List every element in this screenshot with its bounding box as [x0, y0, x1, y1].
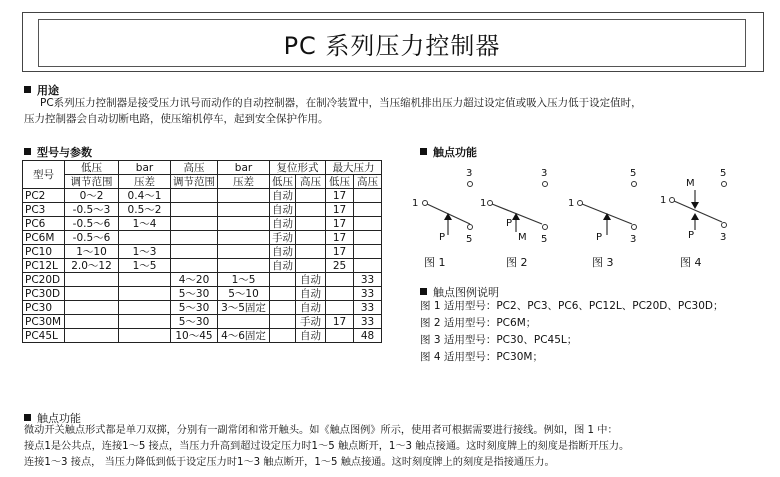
terminal-3-label: 3 — [541, 168, 548, 179]
page-title: PC 系列压力控制器 — [38, 19, 746, 67]
table-cell: 5～30 — [171, 287, 218, 301]
table-cell: 3～5固定 — [218, 301, 270, 315]
header-high-unit: bar — [218, 161, 270, 175]
square-bullet-icon — [24, 414, 31, 421]
table-cell — [296, 245, 326, 259]
table-row — [23, 287, 382, 301]
table-cell: PC10 — [23, 245, 65, 259]
usage-heading-label: 用途 — [37, 84, 59, 97]
table-cell: PC6 — [23, 217, 65, 231]
table-row — [23, 315, 382, 329]
terminal-1-dot — [578, 201, 583, 206]
table-cell: 自动 — [296, 301, 326, 315]
square-bullet-icon — [24, 148, 31, 155]
table-cell: 自动 — [296, 273, 326, 287]
table-cell: 1～5 — [119, 259, 171, 273]
table-cell: 4～6固定 — [218, 329, 270, 343]
table-row — [23, 189, 382, 203]
square-bullet-icon — [420, 148, 427, 155]
table-cell — [218, 217, 270, 231]
table-cell: 0～2 — [65, 189, 119, 203]
contact-desc-line-3: 连接1～3 接点， 当压力降低到低于设定压力时1～3 触点断开，1～5 触点接通。这时刻度牌上的刻度是指接通压力。 — [24, 457, 555, 468]
terminal-3-dot — [722, 223, 727, 228]
table-cell: 17 — [326, 203, 354, 217]
square-bullet-icon — [24, 86, 31, 93]
header-low-pressure: 低压 — [65, 161, 119, 175]
contact-desc-line-1: 微动开关触点形式都是单刀双掷，分别有一副常闭和常开触头。如《触点图例》所示，使用者可根据需要进行接线。例如，图 1 中： — [24, 425, 618, 436]
table-cell: 17 — [326, 315, 354, 329]
table-cell: PC20D — [23, 273, 65, 287]
manual-label: M — [686, 178, 695, 189]
table-cell — [65, 329, 119, 343]
table-cell — [354, 217, 382, 231]
arrow-up-icon — [691, 213, 699, 220]
table-cell — [119, 301, 171, 315]
table-cell: 自动 — [270, 203, 296, 217]
subheader-low-range: 调节范围 — [65, 175, 119, 189]
terminal-1-label: 1 — [412, 198, 419, 209]
terminal-1-dot — [488, 201, 493, 206]
contact-figure-1 — [412, 168, 473, 245]
subheader-high-range: 调节范围 — [171, 175, 218, 189]
table-cell: PC30D — [23, 287, 65, 301]
terminal-3-label: 3 — [466, 168, 473, 179]
table-row — [23, 245, 382, 259]
table-cell: 4～20 — [171, 273, 218, 287]
table-cell — [218, 315, 270, 329]
table-cell: PC12L — [23, 259, 65, 273]
terminal-5-dot — [543, 225, 548, 230]
table-cell: -0.5～6 — [65, 217, 119, 231]
table-cell — [326, 273, 354, 287]
table-row — [23, 273, 382, 287]
terminal-3-dot — [468, 182, 473, 187]
table-cell: 0.4～1 — [119, 189, 171, 203]
table-cell: 自动 — [296, 329, 326, 343]
arrow-up-icon — [512, 213, 520, 220]
terminal-5-label: 5 — [541, 234, 548, 245]
table-cell — [171, 217, 218, 231]
legend-item: 图 3 适用型号：PC30、PC45L； — [420, 334, 578, 346]
terminal-5-label: 5 — [466, 234, 473, 245]
table-cell: 33 — [354, 287, 382, 301]
subheader-low-diff: 压差 — [119, 175, 171, 189]
figure-1-caption: 图 1 — [424, 256, 446, 269]
table-cell — [119, 287, 171, 301]
header-high-pressure: 高压 — [171, 161, 218, 175]
table-cell: PC30 — [23, 301, 65, 315]
table-cell — [296, 259, 326, 273]
table-cell: 33 — [354, 273, 382, 287]
contact-figure-2 — [480, 168, 548, 245]
figure-3-caption: 图 3 — [592, 256, 614, 269]
table-cell — [218, 203, 270, 217]
model-params-heading-label: 型号与参数 — [37, 146, 92, 159]
contact-figure-4 — [660, 168, 727, 243]
table-row — [23, 203, 382, 217]
table-cell: 0.5～2 — [119, 203, 171, 217]
table-cell: 自动 — [270, 259, 296, 273]
table-cell — [354, 245, 382, 259]
table-cell — [270, 287, 296, 301]
table-cell: 17 — [326, 189, 354, 203]
subheader-max-low: 低压 — [326, 175, 354, 189]
table-cell — [354, 259, 382, 273]
contact-figure-3 — [568, 168, 637, 245]
contact-function-heading-label: 触点功能 — [433, 146, 477, 159]
terminal-1-label: 1 — [480, 198, 487, 209]
usage-line-2: 压力控制器会自动切断电路，使压缩机停车，起到安全保护作用。 — [24, 113, 329, 125]
table-row — [23, 301, 382, 315]
contact-desc-line-2: 接点1是公共点，连接1～5 接点，当压力升高到超过设定压力时1～5 触点断开，1～3 触点接通。这时刻度牌上的刻度是指断开压力。 — [24, 441, 630, 452]
table-cell — [354, 231, 382, 245]
model-params-heading — [24, 144, 92, 160]
model-params-table — [22, 160, 382, 343]
pressure-label: P — [439, 232, 446, 243]
table-cell: 1～3 — [119, 245, 171, 259]
table-cell — [354, 203, 382, 217]
table-cell: 自动 — [270, 245, 296, 259]
table-cell: PC3 — [23, 203, 65, 217]
table-cell — [296, 231, 326, 245]
table-cell: 17 — [326, 217, 354, 231]
table-cell — [326, 301, 354, 315]
table-cell: 10～45 — [171, 329, 218, 343]
table-cell: 48 — [354, 329, 382, 343]
table-row — [23, 231, 382, 245]
table-cell: PC2 — [23, 189, 65, 203]
table-cell: PC45L — [23, 329, 65, 343]
table-cell — [171, 203, 218, 217]
table-cell — [65, 273, 119, 287]
subheader-reset-high: 高压 — [296, 175, 326, 189]
terminal-1-label: 1 — [660, 195, 667, 206]
arrow-up-icon — [603, 213, 611, 220]
table-cell: -0.5～3 — [65, 203, 119, 217]
terminal-3-dot — [543, 182, 548, 187]
terminal-3-label: 3 — [630, 234, 637, 245]
table-cell — [296, 189, 326, 203]
legend-heading-label: 触点图例说明 — [433, 286, 499, 299]
header-max-pressure: 最大压力 — [326, 161, 382, 175]
terminal-1-dot — [670, 198, 675, 203]
contact-desc-heading-label: 触点功能 — [37, 412, 81, 425]
table-cell — [119, 315, 171, 329]
table-cell — [171, 245, 218, 259]
table-cell: 2.0～12 — [65, 259, 119, 273]
table-cell — [119, 231, 171, 245]
pressure-label: P — [688, 230, 695, 241]
terminal-5-dot — [722, 182, 727, 187]
table-cell: PC6M — [23, 231, 65, 245]
table-cell — [119, 273, 171, 287]
table-cell: 自动 — [270, 189, 296, 203]
table-cell — [326, 287, 354, 301]
square-bullet-icon — [420, 288, 427, 295]
table-cell — [270, 273, 296, 287]
legend-item: 图 4 适用型号：PC30M； — [420, 351, 543, 363]
terminal-1-dot — [423, 201, 428, 206]
table-cell: 1～4 — [119, 217, 171, 231]
legend-item: 图 1 适用型号：PC2、PC3、PC6、PC12L、PC20D、PC30D； — [420, 300, 724, 312]
table-cell: PC30M — [23, 315, 65, 329]
contact-function-heading — [420, 144, 477, 160]
table-cell — [119, 329, 171, 343]
table-row — [23, 259, 382, 273]
table-cell — [65, 301, 119, 315]
arrow-down-icon — [691, 202, 699, 209]
table-cell: 17 — [326, 231, 354, 245]
figure-2-caption: 图 2 — [506, 256, 528, 269]
table-cell — [270, 315, 296, 329]
table-cell — [296, 203, 326, 217]
pressure-label: P — [506, 218, 513, 229]
table-cell — [171, 259, 218, 273]
terminal-5-dot — [632, 182, 637, 187]
table-cell — [296, 217, 326, 231]
table-cell: 17 — [326, 245, 354, 259]
table-cell — [65, 287, 119, 301]
table-cell — [354, 189, 382, 203]
header-model: 型号 — [23, 161, 65, 189]
table-cell — [218, 231, 270, 245]
figure-4-caption: 图 4 — [680, 256, 702, 269]
table-cell: 手动 — [270, 231, 296, 245]
table-cell: 33 — [354, 301, 382, 315]
contact-blade — [492, 204, 542, 224]
table-cell: 自动 — [270, 217, 296, 231]
legend-item: 图 2 适用型号：PC6M； — [420, 317, 537, 329]
table-cell: 33 — [354, 315, 382, 329]
usage-line-1: PC系列压力控制器是接受压力讯号而动作的自动控制器，在制冷装置中，当压缩机排出压力超过设定值或吸入压力低于设定值时， — [40, 97, 642, 109]
subheader-high-diff: 压差 — [218, 175, 270, 189]
terminal-1-label: 1 — [568, 198, 575, 209]
table-row — [23, 329, 382, 343]
terminal-5-dot — [468, 225, 473, 230]
table-cell — [171, 231, 218, 245]
table-cell — [218, 259, 270, 273]
table-cell — [171, 189, 218, 203]
table-cell: 手动 — [296, 315, 326, 329]
table-row — [23, 217, 382, 231]
table-cell — [218, 189, 270, 203]
table-cell: 5～30 — [171, 301, 218, 315]
table-cell: 1～10 — [65, 245, 119, 259]
table-cell: 5～10 — [218, 287, 270, 301]
terminal-5-label: 5 — [720, 168, 727, 179]
subheader-reset-low: 低压 — [270, 175, 296, 189]
manual-label: M — [518, 232, 527, 243]
pressure-label: P — [596, 232, 603, 243]
terminal-5-label: 5 — [630, 168, 637, 179]
table-cell: 1～5 — [218, 273, 270, 287]
table-cell: 自动 — [296, 287, 326, 301]
table-cell — [270, 329, 296, 343]
table-cell — [270, 301, 296, 315]
table-cell: 25 — [326, 259, 354, 273]
header-reset-type: 复位形式 — [270, 161, 326, 175]
table-cell: 5～30 — [171, 315, 218, 329]
subheader-max-high: 高压 — [354, 175, 382, 189]
contact-diagrams — [410, 160, 760, 280]
table-cell — [65, 315, 119, 329]
table-cell — [326, 329, 354, 343]
legend-list — [420, 298, 723, 366]
terminal-3-dot — [632, 225, 637, 230]
arrow-up-icon — [444, 213, 452, 220]
header-low-unit: bar — [119, 161, 171, 175]
terminal-3-label: 3 — [720, 232, 727, 243]
table-cell — [218, 245, 270, 259]
table-cell: -0.5～6 — [65, 231, 119, 245]
